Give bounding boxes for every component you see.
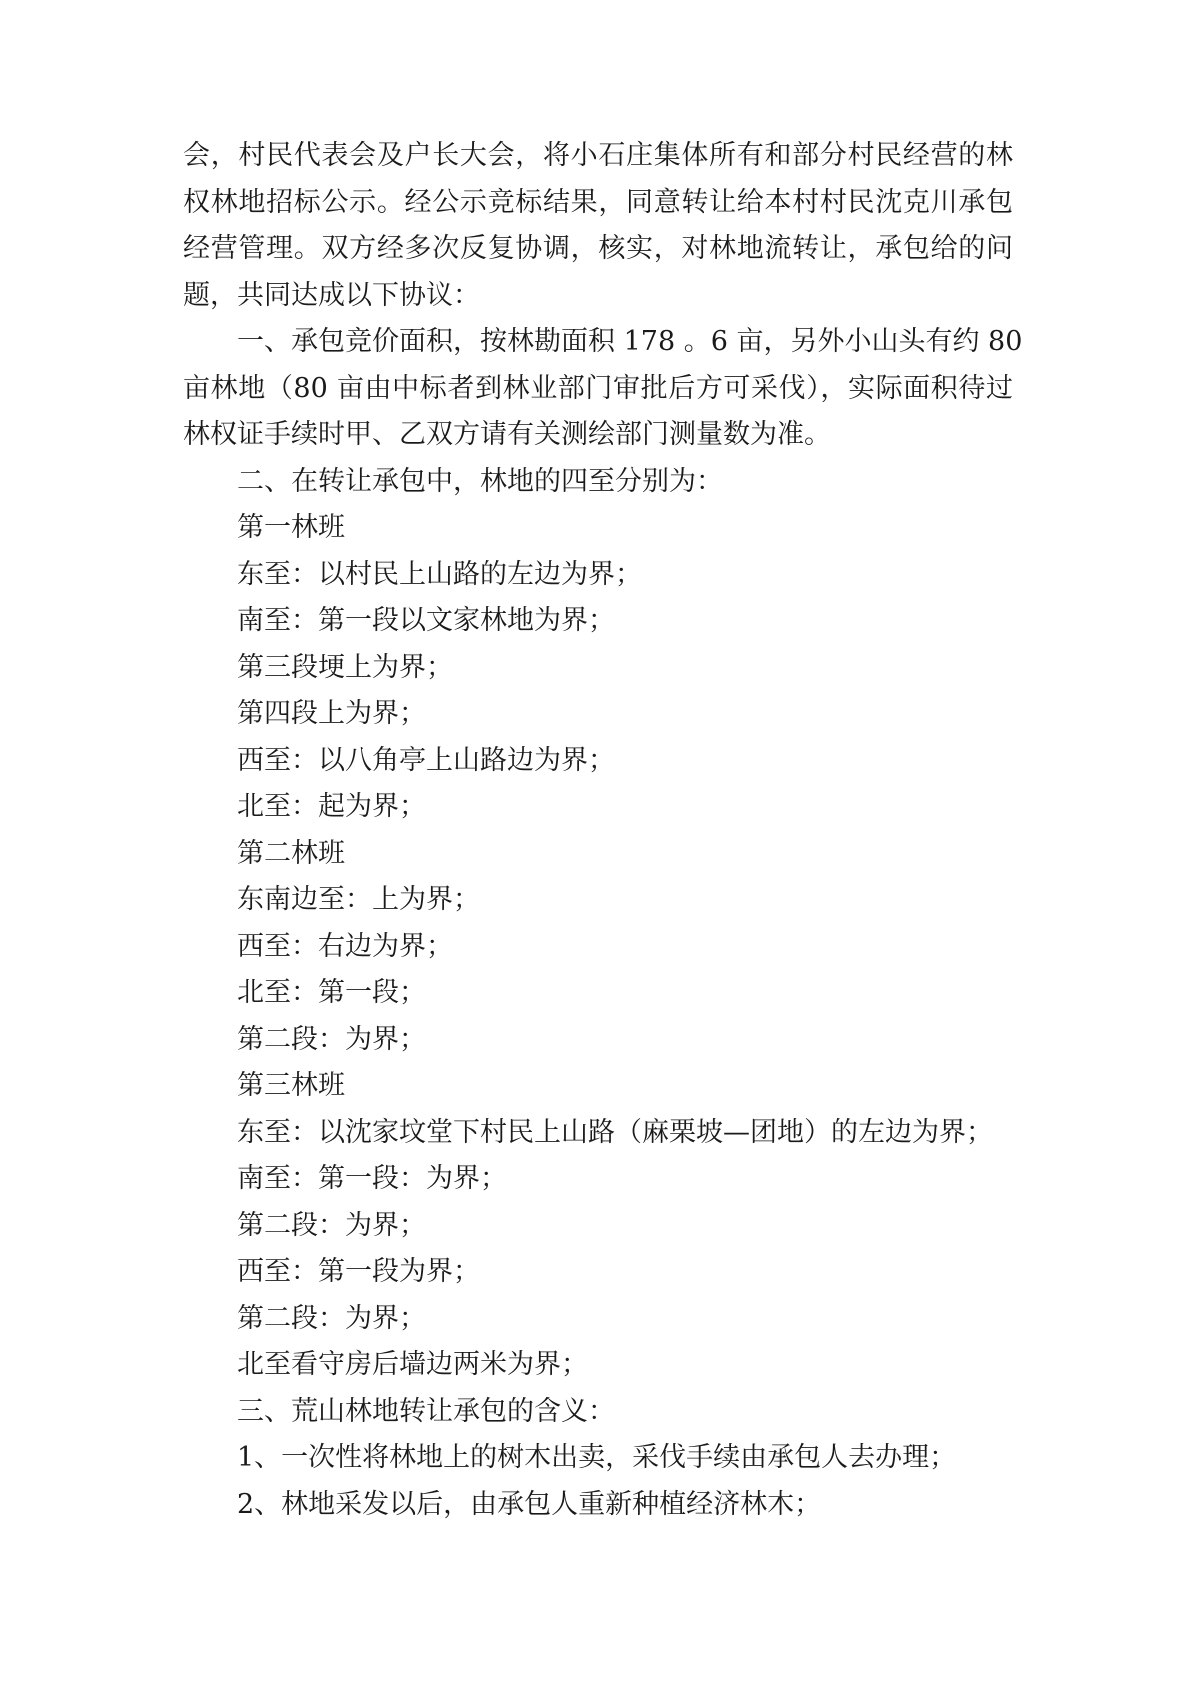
document-body xyxy=(183,133,1023,1528)
boundary-line: 第二段：为界； xyxy=(237,1209,426,1241)
boundary-line: 第二段：为界； xyxy=(237,1023,426,1055)
boundary-line: 第二段：为界； xyxy=(237,1302,426,1334)
section-heading: 二、在转让承包中，林地的四至分别为： xyxy=(237,465,723,497)
section-heading: 三、荒山林地转让承包的含义： xyxy=(237,1395,615,1427)
forest-class-title: 第三林班 xyxy=(237,1070,345,1101)
text-line: 权林地招标公示。经公示竞标结果，同意转让给本村村民沈克川承包 xyxy=(183,186,1013,218)
boundary-line: 第四段上为界； xyxy=(237,698,426,729)
forest-class-title: 第二林班 xyxy=(237,837,345,869)
text-line: 一、承包竞价面积，按林勘面积 178 。6 亩，另外小山头有约 80 xyxy=(237,326,1023,357)
boundary-line: 西至：第一段为界； xyxy=(237,1256,480,1287)
list-item: 1、一次性将林地上的树木出卖，采伐手续由承包人去办理； xyxy=(237,1442,957,1473)
boundary-line: 东南边至：上为界； xyxy=(237,884,480,915)
boundary-line: 东至：以沈家坟堂下村民上山路（麻栗坡—团地）的左边为界； xyxy=(237,1116,993,1148)
boundary-line: 第三段埂上为界； xyxy=(237,651,453,683)
text-line: 题，共同达成以下协议： xyxy=(183,279,480,311)
boundary-line: 东至：以村民上山路的左边为界； xyxy=(237,558,642,590)
text-line: 经营管理。双方经多次反复协调，核实，对林地流转让，承包给的问 xyxy=(183,233,1013,264)
text-line: 亩林地（80 亩由中标者到林业部门审批后方可采伐），实际面积待过 xyxy=(183,372,1013,404)
boundary-line: 北至：第一段； xyxy=(237,977,426,1008)
forest-class-title: 第一林班 xyxy=(237,512,345,543)
boundary-line: 西至：以八角亭上山路边为界； xyxy=(237,744,615,776)
list-item: 2、林地采发以后，由承包人重新种植经济林木； xyxy=(237,1488,822,1520)
boundary-line: 北至看守房后墙边两米为界； xyxy=(237,1349,588,1380)
boundary-line: 北至：起为界； xyxy=(237,791,426,822)
boundary-line: 西至：右边为界； xyxy=(237,930,453,962)
text-line: 会，村民代表会及户长大会，将小石庄集体所有和部分村民经营的林 xyxy=(183,140,1013,171)
text-line: 林权证手续时甲、乙双方请有关测绘部门测量数为准。 xyxy=(183,419,831,450)
boundary-line: 南至：第一段以文家林地为界； xyxy=(237,605,615,636)
boundary-line: 南至：第一段：为界； xyxy=(237,1163,507,1194)
